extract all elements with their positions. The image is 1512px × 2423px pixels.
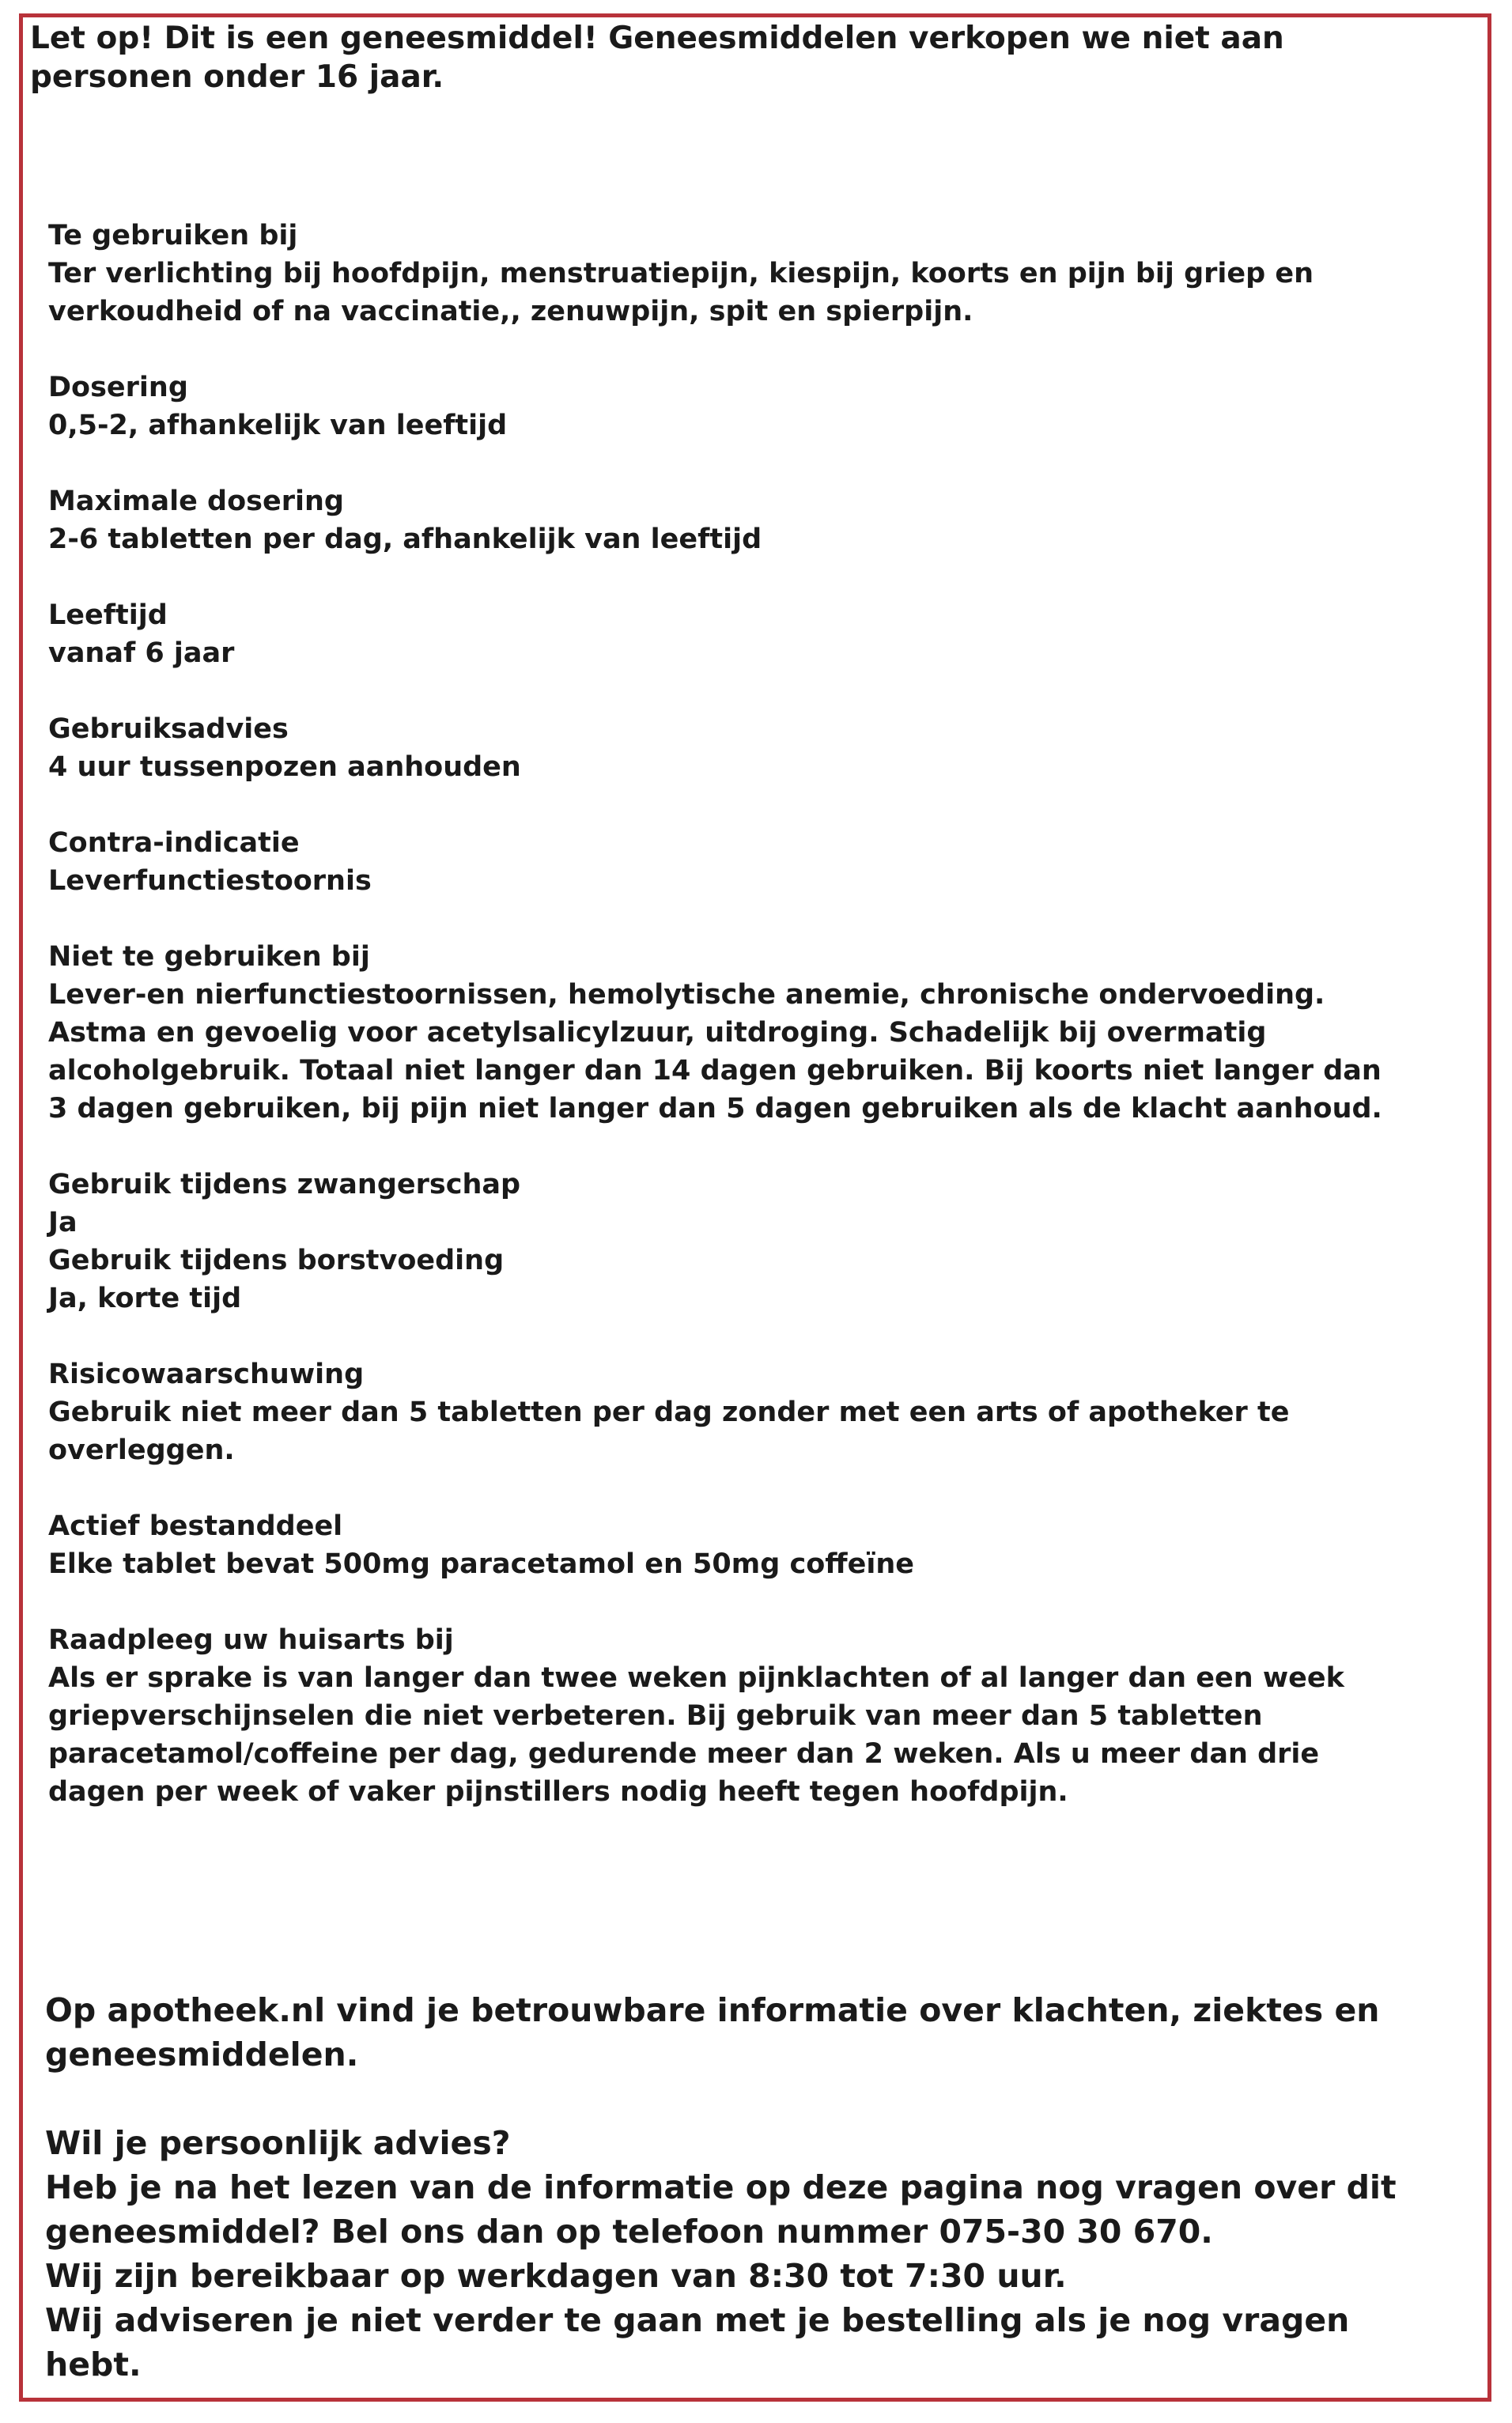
section-heading: Niet te gebruiken bij <box>48 941 370 973</box>
footer-contact <box>45 1988 1453 2387</box>
advice-heading: Wil je persoonlijk advies? <box>45 2124 511 2162</box>
section-risk-warning <box>48 1355 1408 1469</box>
section-active-ingredient <box>48 1507 1408 1583</box>
section-text: Ter verlichting bij hoofdpijn, menstruatiepijn, kiespijn, koorts en pijn bij griep en verkoudheid of na vaccinatie,, zenuwpijn, spit en spierpijn. <box>48 258 1314 327</box>
section-heading: Te gebruiken bij <box>48 220 298 251</box>
medicine-info <box>48 217 1408 1849</box>
section-max-dosage <box>48 482 1408 558</box>
closing-note: Wij adviseren je niet verder te gaan met je bestelling als je nog vragen hebt. <box>45 2301 1350 2383</box>
section-heading: Contra-indicatie <box>48 827 300 859</box>
section-heading: Maximale dosering <box>48 486 344 517</box>
section-text: 2-6 tabletten per dag, afhankelijk van leeftijd <box>48 524 762 555</box>
section-text: 0,5-2, afhankelijk van leeftijd <box>48 410 508 441</box>
section-text: vanaf 6 jaar <box>48 637 235 669</box>
section-heading: Leeftijd <box>48 599 168 631</box>
section-heading: Gebruiksadvies <box>48 713 289 745</box>
section-text: Lever-en nierfunctiestoornissen, hemolytische anemie, chronische ondervoeding. Astma en gevoelig voor acetylsalicylzuur, uitdroging. Schadelijk bij overmatig alcoholgebruik. Totaal niet langer dan 14 dagen gebruiken. Bij koorts niet langer dan 3 dagen gebruiken, bij pijn niet langer dan 5 dagen gebruiken als de klacht aanhoud. <box>48 979 1382 1125</box>
section-heading: Raadpleeg uw huisarts bij <box>48 1624 454 1656</box>
footer-intro: Op apotheek.nl vind je betrouwbare informatie over klachten, ziektes en geneesmiddelen. <box>45 1991 1380 2073</box>
section-text: Elke tablet bevat 500mg paracetamol en 50mg coffeïne <box>48 1548 914 1580</box>
section-pregnancy <box>48 1166 1408 1242</box>
age-warning: Let op! Dit is een geneesmiddel! Geneesmiddelen verkopen we niet aan personen onder 16 jaar. <box>30 21 1284 95</box>
opening-hours: Wij zijn bereikbaar op werkdagen van 8:30 tot 7:30 uur. <box>45 2257 1067 2295</box>
section-text: Als er sprake is van langer dan twee weken pijnklachten of al langer dan een week griepverschijnselen die niet verbeteren. Bij gebruik van meer dan 5 tabletten paracetamol/coffeine per dag, gedurende meer dan 2 weken. Als u meer dan drie dagen per week of vaker pijnstillers nodig heeft tegen hoofdpijn. <box>48 1662 1344 1808</box>
section-heading: Dosering <box>48 372 188 403</box>
section-text: Gebruik niet meer dan 5 tabletten per dag zonder met een arts of apotheker te overleggen. <box>48 1397 1290 1466</box>
section-text: Ja, korte tijd <box>48 1283 242 1314</box>
section-breastfeeding <box>48 1242 1408 1317</box>
section-do-not-use <box>48 938 1408 1128</box>
section-dosage <box>48 369 1408 444</box>
section-text: Leverfunctiestoornis <box>48 865 372 897</box>
section-heading: Actief bestanddeel <box>48 1510 343 1542</box>
section-heading: Gebruik tijdens zwangerschap <box>48 1169 521 1200</box>
section-text: Ja <box>48 1207 77 1238</box>
advice-text: Heb je na het lezen van de informatie op deze pagina nog vragen over dit geneesmiddel? Bel ons dan op telefoon nummer 075-30 30 670. <box>45 2168 1397 2251</box>
section-heading: Risicowaarschuwing <box>48 1359 365 1390</box>
section-contraindication <box>48 824 1408 900</box>
section-heading: Gebruik tijdens borstvoeding <box>48 1245 505 1276</box>
section-age <box>48 596 1408 672</box>
section-usage <box>48 217 1408 331</box>
section-consult-doctor <box>48 1621 1408 1811</box>
section-usage-advice <box>48 710 1408 786</box>
section-text: 4 uur tussenpozen aanhouden <box>48 751 521 783</box>
